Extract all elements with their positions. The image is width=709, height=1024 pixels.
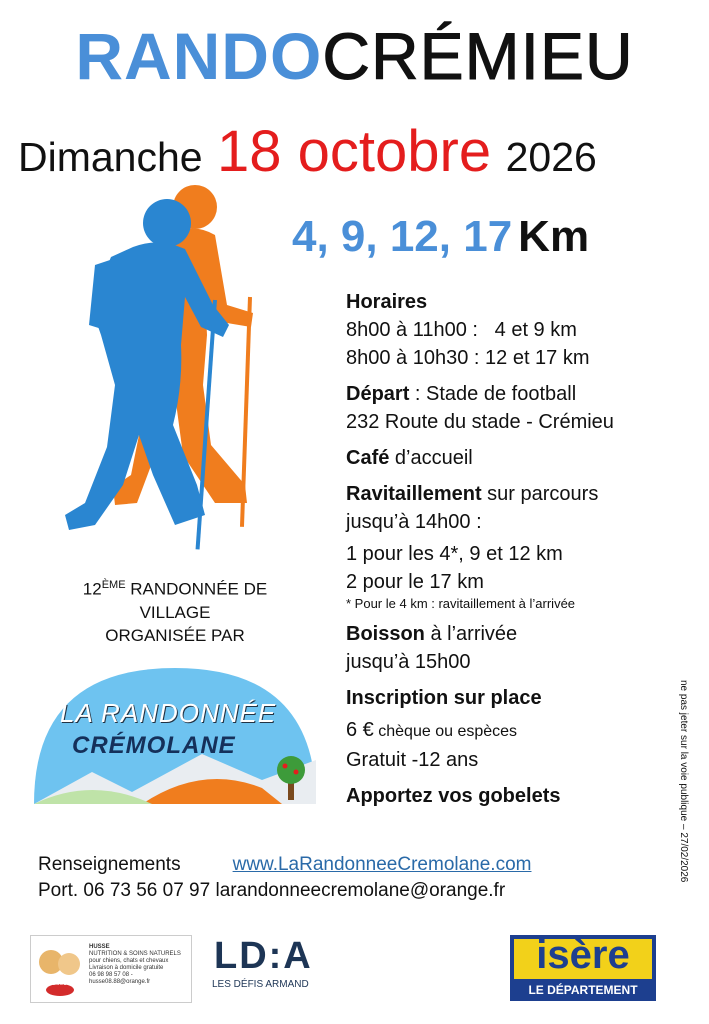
ravito-note: * Pour le 4 km : ravitaillement à l’arrivée [346, 596, 576, 611]
husse-line3: Livraison à domicile gratuite [89, 965, 164, 971]
husse-pets-icon [35, 942, 85, 998]
orange-pole [240, 297, 252, 527]
hikers-illustration [55, 185, 285, 550]
village-line2: VILLAGE [139, 602, 211, 622]
depart-heading: Départ [346, 383, 410, 405]
horaires-line2: 8h00 à 10h30 : 12 et 17 km [346, 347, 590, 369]
husse-line4: 06 98 98 57 08 - husse08.88@orange.fr [89, 972, 151, 985]
distances-values: 4, 9, 12, 17 [292, 212, 513, 261]
village-text [40, 574, 310, 647]
isere-sub: LE DÉPARTEMENT [528, 983, 638, 997]
ravito-block [346, 480, 686, 612]
date-day: Dimanche [18, 134, 203, 180]
inscription-free: Gratuit -12 ans [346, 749, 479, 771]
inscription-price-note: chèque ou espèces [373, 723, 518, 740]
depart-place: : Stade de football [409, 383, 577, 405]
title-city: CRÉMIEU [322, 19, 634, 93]
boisson-block [346, 620, 686, 676]
cafe-rest: d’accueil [389, 447, 473, 469]
horaires-line1: 8h00 à 11h00 : 4 et 9 km [346, 319, 577, 341]
date-main: 18 octobre [217, 119, 492, 184]
horaires-heading: Horaires [346, 291, 428, 313]
village-sup: ÈME [101, 579, 126, 591]
legal-side-note-text: ne pas jeter sur la voie publique – 27/02/2026 [678, 680, 689, 883]
ravito-heading: Ravitaillement [346, 483, 482, 505]
husse-name: HUSSE [89, 944, 110, 950]
inscription-heading: Inscription sur place [346, 687, 542, 709]
lda-letters: LD:A [214, 935, 313, 977]
boisson-heading: Boisson [346, 623, 425, 645]
sponsor-isere [510, 935, 656, 1001]
gobelets-notice: Apportez vos gobelets [346, 785, 561, 807]
husse-badge: Husse [47, 980, 67, 987]
village-line1: RANDONNÉE DE [125, 579, 268, 599]
website-link[interactable]: www.LaRandonneeCremolane.com [232, 854, 532, 875]
isere-name: isère [536, 933, 630, 977]
poster-title [0, 18, 709, 94]
club-logo [32, 668, 318, 808]
ravito-rest: sur parcours [481, 483, 599, 505]
club-logo-line2: CRÉMOLANE [72, 732, 236, 759]
sponsor-lda [208, 935, 338, 1001]
village-line3: ORGANISÉE PAR [105, 625, 245, 645]
inscription-block [346, 684, 686, 774]
title-rando: RANDO [75, 19, 323, 93]
lda-text: LES DÉFIS ARMAND [212, 979, 309, 990]
contact-label: Renseignements [38, 854, 181, 875]
husse-text [89, 944, 185, 986]
boisson-until: jusqu’à 15h00 [346, 651, 471, 673]
info-block [346, 288, 686, 810]
sponsor-husse [30, 935, 192, 1003]
village-ordinal: 12 [82, 579, 102, 599]
husse-line1: NUTRITION & SOINS NATURELS [89, 951, 181, 957]
event-date [18, 118, 698, 185]
depart-address: 232 Route du stade - Crémieu [346, 411, 614, 433]
distances-unit: Km [518, 212, 590, 261]
depart-block [346, 380, 686, 436]
cafe-block [346, 444, 686, 472]
club-logo-line1: LA RANDONNÉE [60, 698, 277, 728]
boisson-rest: à l’arrivée [424, 623, 518, 645]
legal-side-note [675, 680, 695, 910]
ravito-line2: 2 pour le 17 km [346, 571, 484, 593]
distances [292, 212, 589, 262]
contact-block [38, 852, 531, 904]
cafe-heading: Café [346, 447, 390, 469]
husse-line2: pour chiens, chats et chevaux [89, 958, 169, 964]
inscription-price: 6 € [346, 719, 374, 741]
contact-phone-email: Port. 06 73 56 07 97 larandonneecremolane@orange.fr [38, 880, 506, 901]
ravito-until: jusqu’à 14h00 : [346, 511, 482, 533]
ravito-line1: 1 pour les 4*, 9 et 12 km [346, 543, 563, 565]
horaires-block [346, 288, 686, 372]
date-year: 2026 [505, 134, 597, 180]
